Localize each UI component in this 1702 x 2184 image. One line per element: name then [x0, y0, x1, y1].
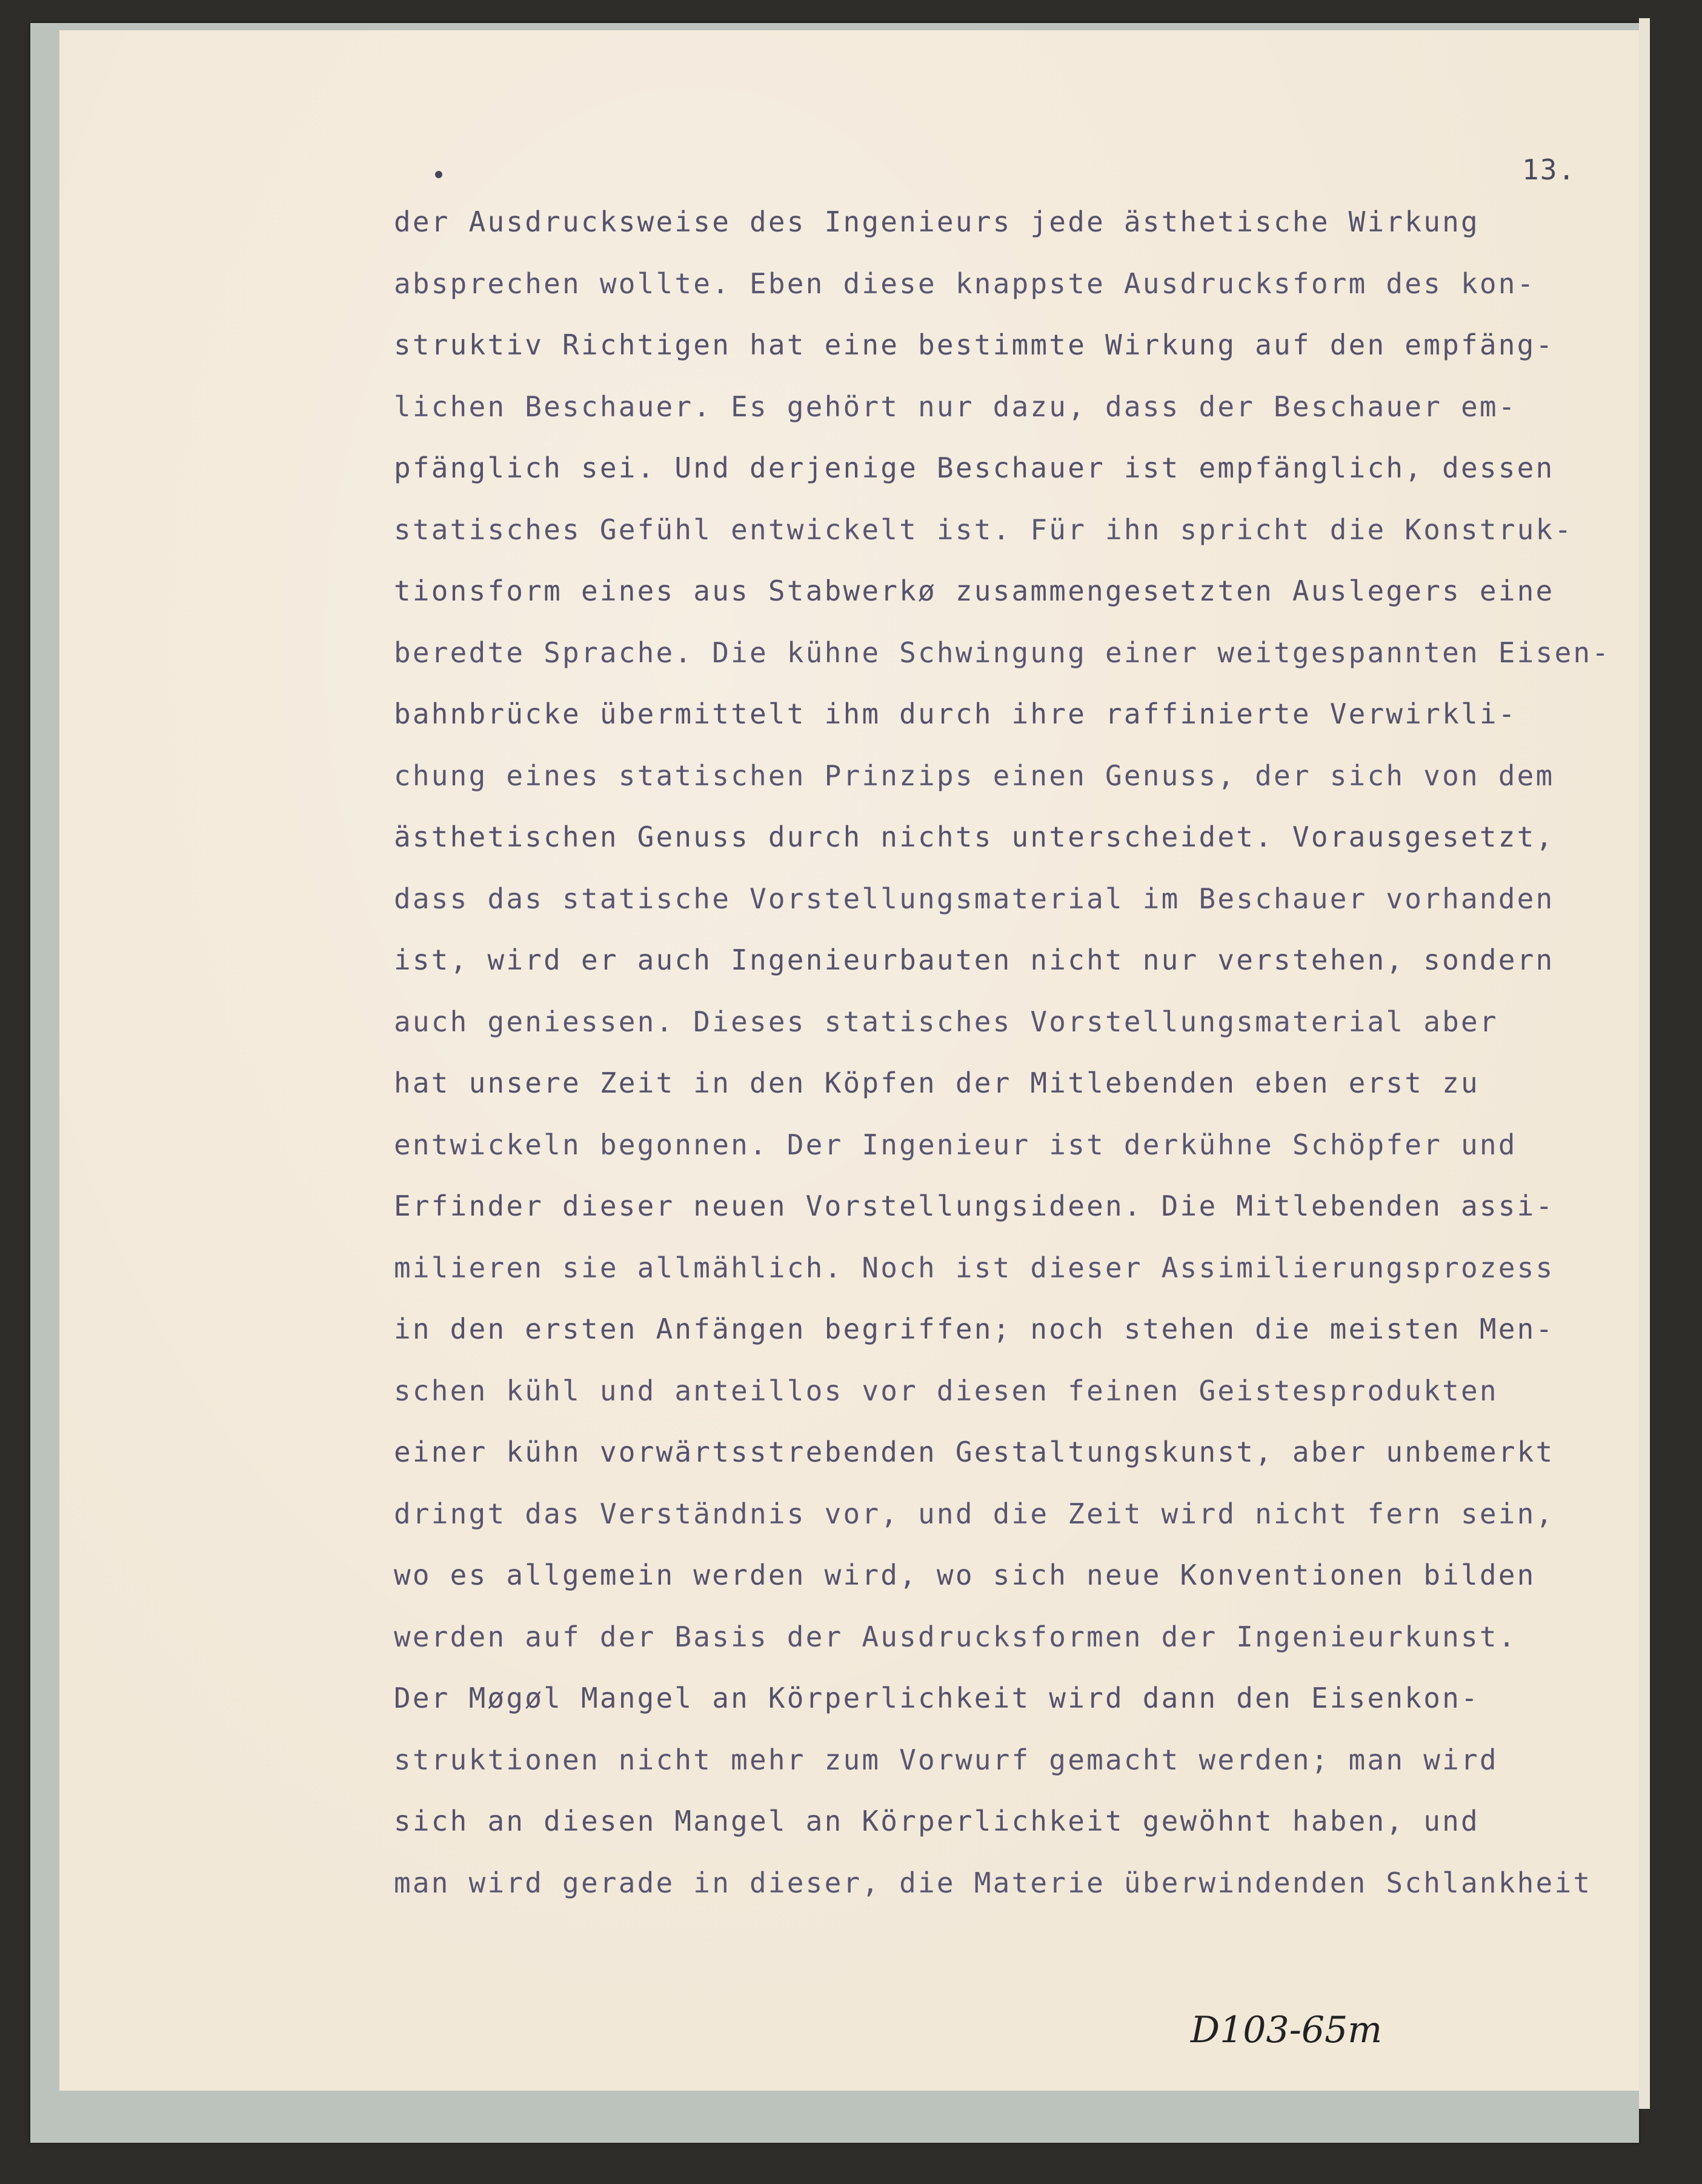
text-line: auch geniessen. Dieses statisches Vorstellungsmaterial aber	[394, 1005, 1498, 1038]
text-line: wo es allgemein werden wird, wo sich neue Konventionen bilden	[394, 1559, 1536, 1591]
text-line: schen kühl und anteillos vor diesen feinen Geistesprodukten	[394, 1374, 1498, 1407]
text-line: lichen Beschauer. Es gehört nur dazu, dass der Beschauer em-	[394, 390, 1517, 423]
text-line: dass das statische Vorstellungsmaterial im Beschauer vorhanden	[394, 882, 1555, 915]
text-line: entwickeln begonnen. Der Ingenieur ist derkühne Schöpfer und	[394, 1128, 1517, 1161]
text-line: man wird gerade in dieser, die Materie überwindenden Schlankheit	[394, 1866, 1592, 1899]
typewritten-body	[394, 191, 1624, 1914]
text-line: sich an diesen Mangel an Körperlichkeit gewöhnt haben, und	[394, 1805, 1480, 1837]
text-line: milieren sie allmählich. Noch ist dieser Assimilierungsprozess	[394, 1251, 1555, 1284]
text-line: beredte Sprache. Die kühne Schwingung einer weitgespannten Eisen-	[394, 636, 1611, 669]
text-line: struktionen nicht mehr zum Vorwurf gemacht werden; man wird	[394, 1743, 1498, 1776]
text-line: absprechen wollte. Eben diese knappste Ausdrucksform des kon-	[394, 267, 1536, 300]
text-line: Erfinder dieser neuen Vorstellungsideen. Die Mitlebenden assi-	[394, 1190, 1555, 1222]
text-line: hat unsere Zeit in den Köpfen der Mitlebenden eben erst zu	[394, 1067, 1480, 1099]
page-number: 13.	[1522, 153, 1577, 186]
text-line: dringt das Verständnis vor, und die Zeit wird nicht fern sein,	[394, 1497, 1555, 1530]
text-line: der Ausdrucksweise des Ingenieurs jede ästhetische Wirkung	[394, 205, 1480, 238]
text-line: ästhetischen Genuss durch nichts unterscheidet. Vorausgesetzt,	[394, 821, 1555, 853]
text-line: werden auf der Basis der Ausdrucksformen der Ingenieurkunst.	[394, 1620, 1517, 1653]
text-line: Der Møgøl Mangel an Körperlichkeit wird dann den Eisenkon-	[394, 1682, 1480, 1714]
text-line: bahnbrücke übermittelt ihm durch ihre raffinierte Verwirkli-	[394, 697, 1517, 730]
typed-dot-mark	[435, 171, 442, 178]
archive-reference: D103-65m	[1191, 2009, 1383, 2051]
text-line: struktiv Richtigen hat eine bestimmte Wirkung auf den empfäng-	[394, 328, 1555, 361]
page-edge	[1639, 18, 1650, 2109]
text-line: einer kühn vorwärtsstrebenden Gestaltungskunst, aber unbemerkt	[394, 1436, 1555, 1468]
text-line: pfänglich sei. Und derjenige Beschauer ist empfänglich, dessen	[394, 451, 1555, 484]
text-line: ist, wird er auch Ingenieurbauten nicht nur verstehen, sondern	[394, 944, 1555, 976]
text-line: in den ersten Anfängen begriffen; noch stehen die meisten Men-	[394, 1313, 1555, 1345]
text-line: statisches Gefühl entwickelt ist. Für ihn spricht die Konstruk-	[394, 513, 1574, 546]
text-line: chung eines statischen Prinzips einen Genuss, der sich von dem	[394, 759, 1555, 792]
text-line: tionsform eines aus Stabwerkø zusammengesetzten Auslegers eine	[394, 574, 1555, 607]
